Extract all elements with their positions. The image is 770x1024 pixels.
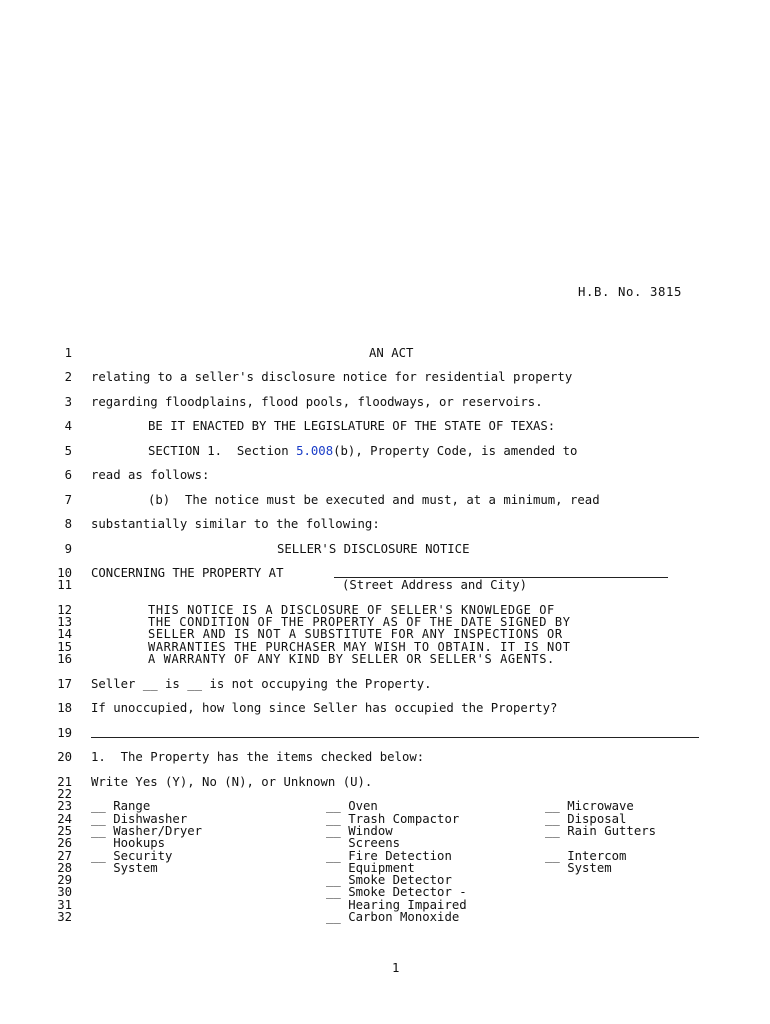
line-number: 29: [57, 873, 72, 887]
line-number: 31: [57, 898, 72, 912]
text-line: relating to a seller's disclosure notice for residential property: [91, 370, 573, 384]
item-window: __ Window: [326, 824, 393, 838]
line-number: 15: [57, 640, 72, 654]
line-number: 6: [64, 468, 72, 482]
line-number: 30: [57, 885, 72, 899]
text-line: regarding floodplains, flood pools, floodways, or reservoirs.: [91, 395, 543, 409]
items-heading: 1. The Property has the items checked below:: [91, 750, 425, 764]
items-instructions: Write Yes (Y), No (N), or Unknown (U).: [91, 775, 373, 789]
item-security-cont: System: [91, 861, 158, 875]
item-microwave: __ Microwave: [545, 799, 634, 813]
line-number: 20: [57, 750, 72, 764]
page-number: 1: [392, 961, 400, 975]
line-number: 5: [64, 444, 72, 458]
text-line: substantially similar to the following:: [91, 517, 380, 531]
line-number: 17: [57, 677, 72, 691]
notice-title: SELLER'S DISCLOSURE NOTICE: [277, 542, 470, 556]
line-number: 7: [64, 493, 72, 507]
line-number: 19: [57, 726, 72, 740]
line-number: 18: [57, 701, 72, 715]
section-text: (b), Property Code, is amended to: [333, 444, 578, 458]
act-heading: AN ACT: [369, 346, 414, 360]
item-washer-dryer-cont: Hookups: [91, 836, 166, 850]
line-number: 13: [57, 615, 72, 629]
line-number: 16: [57, 652, 72, 666]
item-smoke-detector-hearing: __ Smoke Detector -: [326, 885, 467, 899]
line-number: 32: [57, 910, 72, 924]
section-text: SECTION 1. Section: [148, 444, 297, 458]
item-window-cont: Screens: [326, 836, 401, 850]
bill-number: H.B. No. 3815: [578, 285, 683, 299]
occupancy-line: Seller __ is __ is not occupying the Property.: [91, 677, 432, 691]
line-number: 9: [64, 542, 72, 556]
property-label: CONCERNING THE PROPERTY AT: [91, 566, 284, 580]
item-fire-detection: __ Fire Detection: [326, 849, 452, 863]
line-number: 2: [64, 370, 72, 384]
line-number: 14: [57, 627, 72, 641]
line-number: 28: [57, 861, 72, 875]
line-number: 22: [57, 787, 72, 801]
item-washer-dryer: __ Washer/Dryer: [91, 824, 203, 838]
notice-text: WARRANTIES THE PURCHASER MAY WISH TO OBTAIN. IT IS NOT: [148, 640, 571, 654]
notice-text: SELLER AND IS NOT A SUBSTITUTE FOR ANY INSPECTIONS OR: [148, 627, 563, 641]
item-smoke-detector: __ Smoke Detector: [326, 873, 452, 887]
item-fire-detection-cont: Equipment: [326, 861, 415, 875]
line-number: 10: [57, 566, 72, 580]
item-intercom: __ Intercom: [545, 849, 627, 863]
section-line: [148, 444, 577, 458]
address-caption: (Street Address and City): [342, 578, 528, 592]
line-number: 21: [57, 775, 72, 789]
notice-text: A WARRANTY OF ANY KIND BY SELLER OR SELLER'S AGENTS.: [148, 652, 555, 666]
occupancy-question: If unoccupied, how long since Seller has occupied the Property?: [91, 701, 558, 715]
item-range: __ Range: [91, 799, 151, 813]
text-line: (b) The notice must be executed and must, at a minimum, read: [148, 493, 600, 507]
item-carbon-monoxide: __ Carbon Monoxide: [326, 910, 460, 924]
line-number: 12: [57, 603, 72, 617]
notice-text: THE CONDITION OF THE PROPERTY AS OF THE DATE SIGNED BY: [148, 615, 571, 629]
enacting-clause: BE IT ENACTED BY THE LEGISLATURE OF THE STATE OF TEXAS:: [148, 419, 556, 433]
statute-link[interactable]: 5.008: [296, 444, 334, 458]
line-number: 4: [64, 419, 72, 433]
text-line: read as follows:: [91, 468, 210, 482]
notice-text: THIS NOTICE IS A DISCLOSURE OF SELLER'S KNOWLEDGE OF: [148, 603, 555, 617]
item-security: __ Security: [91, 849, 173, 863]
item-rain-gutters: __ Rain Gutters: [545, 824, 657, 838]
line-number: 27: [57, 849, 72, 863]
line-number: 26: [57, 836, 72, 850]
item-disposal: __ Disposal: [545, 812, 627, 826]
item-intercom-cont: System: [545, 861, 612, 875]
line-number: 8: [64, 517, 72, 531]
answer-line: [91, 737, 699, 738]
item-trash-compactor: __ Trash Compactor: [326, 812, 460, 826]
line-number: 11: [57, 578, 72, 592]
line-number: 25: [57, 824, 72, 838]
item-oven: __ Oven: [326, 799, 378, 813]
item-dishwasher: __ Dishwasher: [91, 812, 188, 826]
line-number: 1: [64, 346, 72, 360]
line-number: 3: [64, 395, 72, 409]
line-number: 24: [57, 812, 72, 826]
item-smoke-detector-hearing-cont: Hearing Impaired: [326, 898, 467, 912]
line-number: 23: [57, 799, 72, 813]
